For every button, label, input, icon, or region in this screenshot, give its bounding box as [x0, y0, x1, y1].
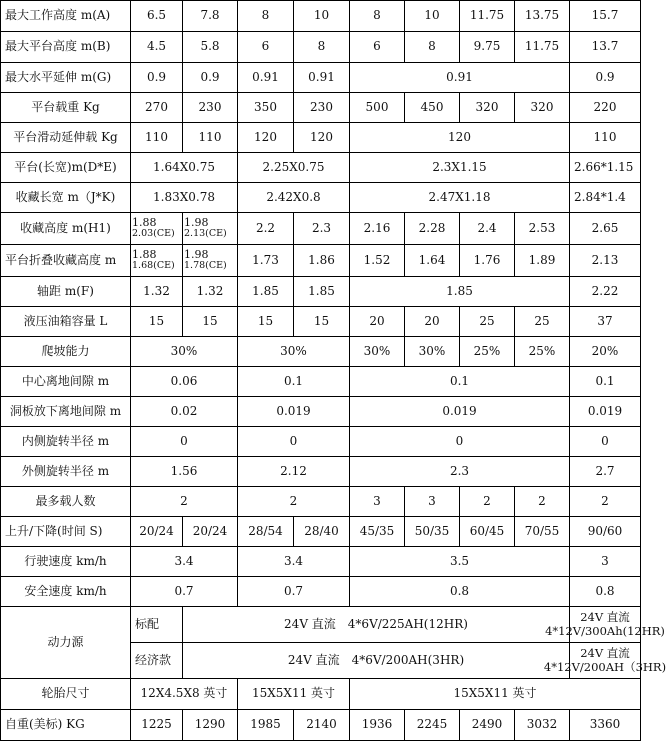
spec-cell: 1.86	[294, 245, 350, 277]
spec-row	[1, 427, 641, 457]
spec-cell: 110	[131, 123, 183, 153]
spec-cell: 0.1	[238, 367, 350, 397]
spec-cell: 11.75	[460, 1, 515, 32]
spec-cell: 8	[405, 32, 460, 63]
spec-cell: 270	[131, 93, 183, 123]
spec-row-label: 爬坡能力	[1, 337, 131, 367]
spec-row	[1, 245, 641, 277]
spec-row	[1, 517, 641, 547]
spec-cell: 2.28	[405, 213, 460, 245]
tire-value-a: 12X4.5X8 英寸	[131, 679, 238, 710]
weight-value: 2490	[460, 710, 515, 741]
spec-cell: 0.7	[238, 577, 350, 607]
spec-cell: 0	[570, 427, 641, 457]
spec-cell: 70/55	[515, 517, 570, 547]
power-economy-last-line2: 4*12V/200AH（3HR)	[543, 659, 666, 674]
weight-value: 3360	[570, 710, 641, 741]
spec-cell-subline: 1.78(CE)	[184, 260, 227, 272]
spec-cell: 13.75	[515, 1, 570, 32]
spec-cell: 0.8	[350, 577, 570, 607]
spec-cell: 2.2	[238, 213, 294, 245]
spec-cell: 9.75	[460, 32, 515, 63]
spec-cell: 0.91	[238, 63, 294, 93]
spec-cell: 3.5	[350, 547, 570, 577]
spec-cell: 2	[238, 487, 350, 517]
spec-cell: 220	[570, 93, 641, 123]
power-economy-label: 经济款	[131, 643, 183, 679]
spec-row-label: 行驶速度 km/h	[1, 547, 131, 577]
spec-cell: 2.3	[350, 457, 570, 487]
spec-cell: 30%	[238, 337, 350, 367]
weight-value: 1985	[238, 710, 294, 741]
spec-cell: 7.8	[183, 1, 238, 32]
spec-cell: 230	[183, 93, 238, 123]
spec-cell: 1.32	[183, 277, 238, 307]
spec-cell: 3	[405, 487, 460, 517]
spec-cell: 8	[350, 1, 405, 32]
spec-cell-subline: 1.68(CE)	[132, 260, 175, 272]
spec-cell: 1.76	[460, 245, 515, 277]
spec-row	[1, 397, 641, 427]
spec-cell: 2.66*1.15	[570, 153, 641, 183]
spec-cell: 28/40	[294, 517, 350, 547]
spec-cell: 3	[350, 487, 405, 517]
spec-cell: 120	[238, 123, 294, 153]
spec-row	[1, 213, 641, 245]
spec-cell: 0.1	[350, 367, 570, 397]
weight-value: 1225	[131, 710, 183, 741]
spec-cell: 6	[350, 32, 405, 63]
spec-cell: 10	[294, 1, 350, 32]
spec-row	[1, 367, 641, 397]
spec-cell: 450	[405, 93, 460, 123]
spec-row-label: 平台载重 Kg	[1, 93, 131, 123]
spec-cell: 13.7	[570, 32, 641, 63]
spec-row-label: 最大工作高度 m(A)	[1, 1, 131, 32]
spec-cell: 2.65	[570, 213, 641, 245]
spec-cell: 20	[405, 307, 460, 337]
spec-cell: 0.019	[238, 397, 350, 427]
spec-cell-line: 1.88	[132, 215, 157, 229]
spec-cell: 0.9	[570, 63, 641, 93]
spec-cell: 25%	[515, 337, 570, 367]
power-label: 动力源	[1, 607, 131, 679]
spec-row-label: 内侧旋转半径 m	[1, 427, 131, 457]
spec-cell: 2.84*1.4	[570, 183, 641, 213]
spec-cell: 0.1	[570, 367, 641, 397]
spec-cell: 2	[515, 487, 570, 517]
spec-cell: 320	[515, 93, 570, 123]
spec-row-label: 最多载人数	[1, 487, 131, 517]
spec-row-label: 收藏长宽 m（J*K)	[1, 183, 131, 213]
spec-row-label: 最大平台高度 m(B)	[1, 32, 131, 63]
spec-cell: 15	[294, 307, 350, 337]
spec-cell: 230	[294, 93, 350, 123]
spec-cell: 0.7	[131, 577, 238, 607]
spec-cell: 1.64	[405, 245, 460, 277]
spec-cell: 60/45	[460, 517, 515, 547]
weight-value: 2140	[294, 710, 350, 741]
spec-cell: 3.4	[131, 547, 238, 577]
spec-cell: 0.8	[570, 577, 641, 607]
spec-cell: 1.56	[131, 457, 238, 487]
spec-cell: 10	[405, 1, 460, 32]
spec-cell: 8	[238, 1, 294, 32]
spec-row-label: 中心离地间隙 m	[1, 367, 131, 397]
spec-cell: 320	[460, 93, 515, 123]
tire-value-c: 15X5X11 英寸	[350, 679, 641, 710]
spec-cell: 2.16	[350, 213, 405, 245]
weight-value: 1290	[183, 710, 238, 741]
tire-row	[1, 679, 641, 710]
spec-cell: 1.32	[131, 277, 183, 307]
spec-cell: 20/24	[183, 517, 238, 547]
spec-row	[1, 1, 641, 32]
spec-cell: 1.73	[238, 245, 294, 277]
spec-row	[1, 63, 641, 93]
spec-row-label: 安全速度 km/h	[1, 577, 131, 607]
tire-value-b: 15X5X11 英寸	[238, 679, 350, 710]
spec-row-label: 外侧旋转半径 m	[1, 457, 131, 487]
spec-row	[1, 153, 641, 183]
spec-row	[1, 123, 641, 153]
spec-row-label: 平台折叠收藏高度 m	[1, 245, 131, 277]
spec-cell: 90/60	[570, 517, 641, 547]
spec-row	[1, 93, 641, 123]
spec-cell: 120	[294, 123, 350, 153]
spec-cell: 15.7	[570, 1, 641, 32]
spec-cell: 2.4	[460, 213, 515, 245]
spec-cell: 110	[570, 123, 641, 153]
spec-cell: 4.5	[131, 32, 183, 63]
spec-cell: 2.3X1.15	[350, 153, 570, 183]
spec-row	[1, 307, 641, 337]
weight-value: 3032	[515, 710, 570, 741]
spec-cell: 2	[131, 487, 238, 517]
tire-label: 轮胎尺寸	[1, 679, 131, 710]
spec-cell: 45/35	[350, 517, 405, 547]
spec-row-label: 液压油箱容量 L	[1, 307, 131, 337]
weight-value: 2245	[405, 710, 460, 741]
spec-row	[1, 457, 641, 487]
spec-cell: 0.9	[131, 63, 183, 93]
spec-cell-subline: 2.13(CE)	[184, 228, 227, 240]
spec-cell: 2.42X0.8	[238, 183, 350, 213]
spec-row-label: 洞板放下离地间隙 m	[1, 397, 131, 427]
spec-cell: 0.06	[131, 367, 238, 397]
spec-cell: 50/35	[405, 517, 460, 547]
spec-cell: 20%	[570, 337, 641, 367]
weight-label: 自重(美标) KG	[1, 710, 131, 741]
spec-cell-subline: 2.03(CE)	[132, 228, 175, 240]
spec-cell: 500	[350, 93, 405, 123]
spec-row	[1, 32, 641, 63]
spec-row-label: 上升/下降(时间 S)	[1, 517, 131, 547]
spec-cell: 11.75	[515, 32, 570, 63]
spec-cell: 1.89	[515, 245, 570, 277]
spec-cell: 30%	[131, 337, 238, 367]
spec-cell: 37	[570, 307, 641, 337]
spec-cell: 2	[460, 487, 515, 517]
spec-cell-line: 1.98	[184, 247, 209, 261]
spec-cell: 15	[131, 307, 183, 337]
power-row-standard	[1, 607, 641, 643]
spec-cell: 0	[131, 427, 238, 457]
spec-table-body	[1, 1, 641, 607]
spec-cell	[183, 213, 238, 245]
spec-cell: 20	[350, 307, 405, 337]
spec-row-label: 轴距 m(F)	[1, 277, 131, 307]
spec-cell: 8	[294, 32, 350, 63]
power-economy-last	[543, 643, 666, 679]
spec-cell: 110	[183, 123, 238, 153]
spec-cell: 1.64X0.75	[131, 153, 238, 183]
power-standard-last	[545, 607, 665, 643]
spec-cell: 30%	[350, 337, 405, 367]
spec-cell: 2.7	[570, 457, 641, 487]
spec-cell: 0.91	[350, 63, 570, 93]
spec-cell: 0.019	[570, 397, 641, 427]
spec-row	[1, 487, 641, 517]
spec-cell: 3	[570, 547, 641, 577]
spec-cell: 350	[238, 93, 294, 123]
spec-cell: 5.8	[183, 32, 238, 63]
spec-row-label: 最大水平延伸 m(G)	[1, 63, 131, 93]
spec-cell: 1.83X0.78	[131, 183, 238, 213]
spec-cell: 0	[350, 427, 570, 457]
spec-cell: 15	[238, 307, 294, 337]
spec-cell: 0.91	[294, 63, 350, 93]
spec-cell: 25	[515, 307, 570, 337]
spec-cell: 120	[350, 123, 570, 153]
spec-cell: 6.5	[131, 1, 183, 32]
power-economy-last-line1: 24V 直流	[580, 645, 630, 660]
spec-cell: 20/24	[131, 517, 183, 547]
spec-cell: 25	[460, 307, 515, 337]
spec-cell: 15	[183, 307, 238, 337]
spec-cell: 1.85	[350, 277, 570, 307]
spec-cell: 0.9	[183, 63, 238, 93]
spec-cell-line: 1.98	[184, 215, 209, 229]
spec-cell: 2.22	[570, 277, 641, 307]
spec-cell: 1.52	[350, 245, 405, 277]
spec-cell: 6	[238, 32, 294, 63]
spec-cell: 28/54	[238, 517, 294, 547]
spec-cell: 25%	[460, 337, 515, 367]
spec-row	[1, 337, 641, 367]
power-standard-value: 24V 直流 4*6V/225AH(12HR)	[183, 607, 570, 643]
power-economy-value: 24V 直流 4*6V/200AH(3HR)	[183, 643, 570, 679]
weight-row	[1, 710, 641, 741]
weight-value: 1936	[350, 710, 405, 741]
spec-row	[1, 183, 641, 213]
spec-row	[1, 577, 641, 607]
spec-cell: 1.85	[294, 277, 350, 307]
spec-table-footer	[1, 607, 666, 741]
spec-cell: 1.85	[238, 277, 294, 307]
spec-row-label: 收藏高度 m(H1)	[1, 213, 131, 245]
spec-cell: 2.53	[515, 213, 570, 245]
spec-cell: 2.25X0.75	[238, 153, 350, 183]
power-standard-label: 标配	[131, 607, 183, 643]
spec-cell: 2.3	[294, 213, 350, 245]
spec-cell: 2.13	[570, 245, 641, 277]
spec-cell: 2.12	[238, 457, 350, 487]
spec-cell	[131, 213, 183, 245]
spec-cell	[131, 245, 183, 277]
spec-row	[1, 547, 641, 577]
spec-row-label: 平台滑动延伸载 Kg	[1, 123, 131, 153]
spec-cell: 0	[238, 427, 350, 457]
spec-cell	[183, 245, 238, 277]
spec-row	[1, 277, 641, 307]
spec-cell-line: 1.88	[132, 247, 157, 261]
spec-cell: 0.019	[350, 397, 570, 427]
spec-cell: 0.02	[131, 397, 238, 427]
spec-row-label: 平台(长宽)m(D*E)	[1, 153, 131, 183]
spec-cell: 2	[570, 487, 641, 517]
power-standard-last-line1: 24V 直流	[580, 609, 630, 624]
spec-cell: 3.4	[238, 547, 350, 577]
power-standard-last-line2: 4*12V/300Ah(12HR)	[545, 623, 665, 638]
spec-cell: 30%	[405, 337, 460, 367]
spec-cell: 2.47X1.18	[350, 183, 570, 213]
